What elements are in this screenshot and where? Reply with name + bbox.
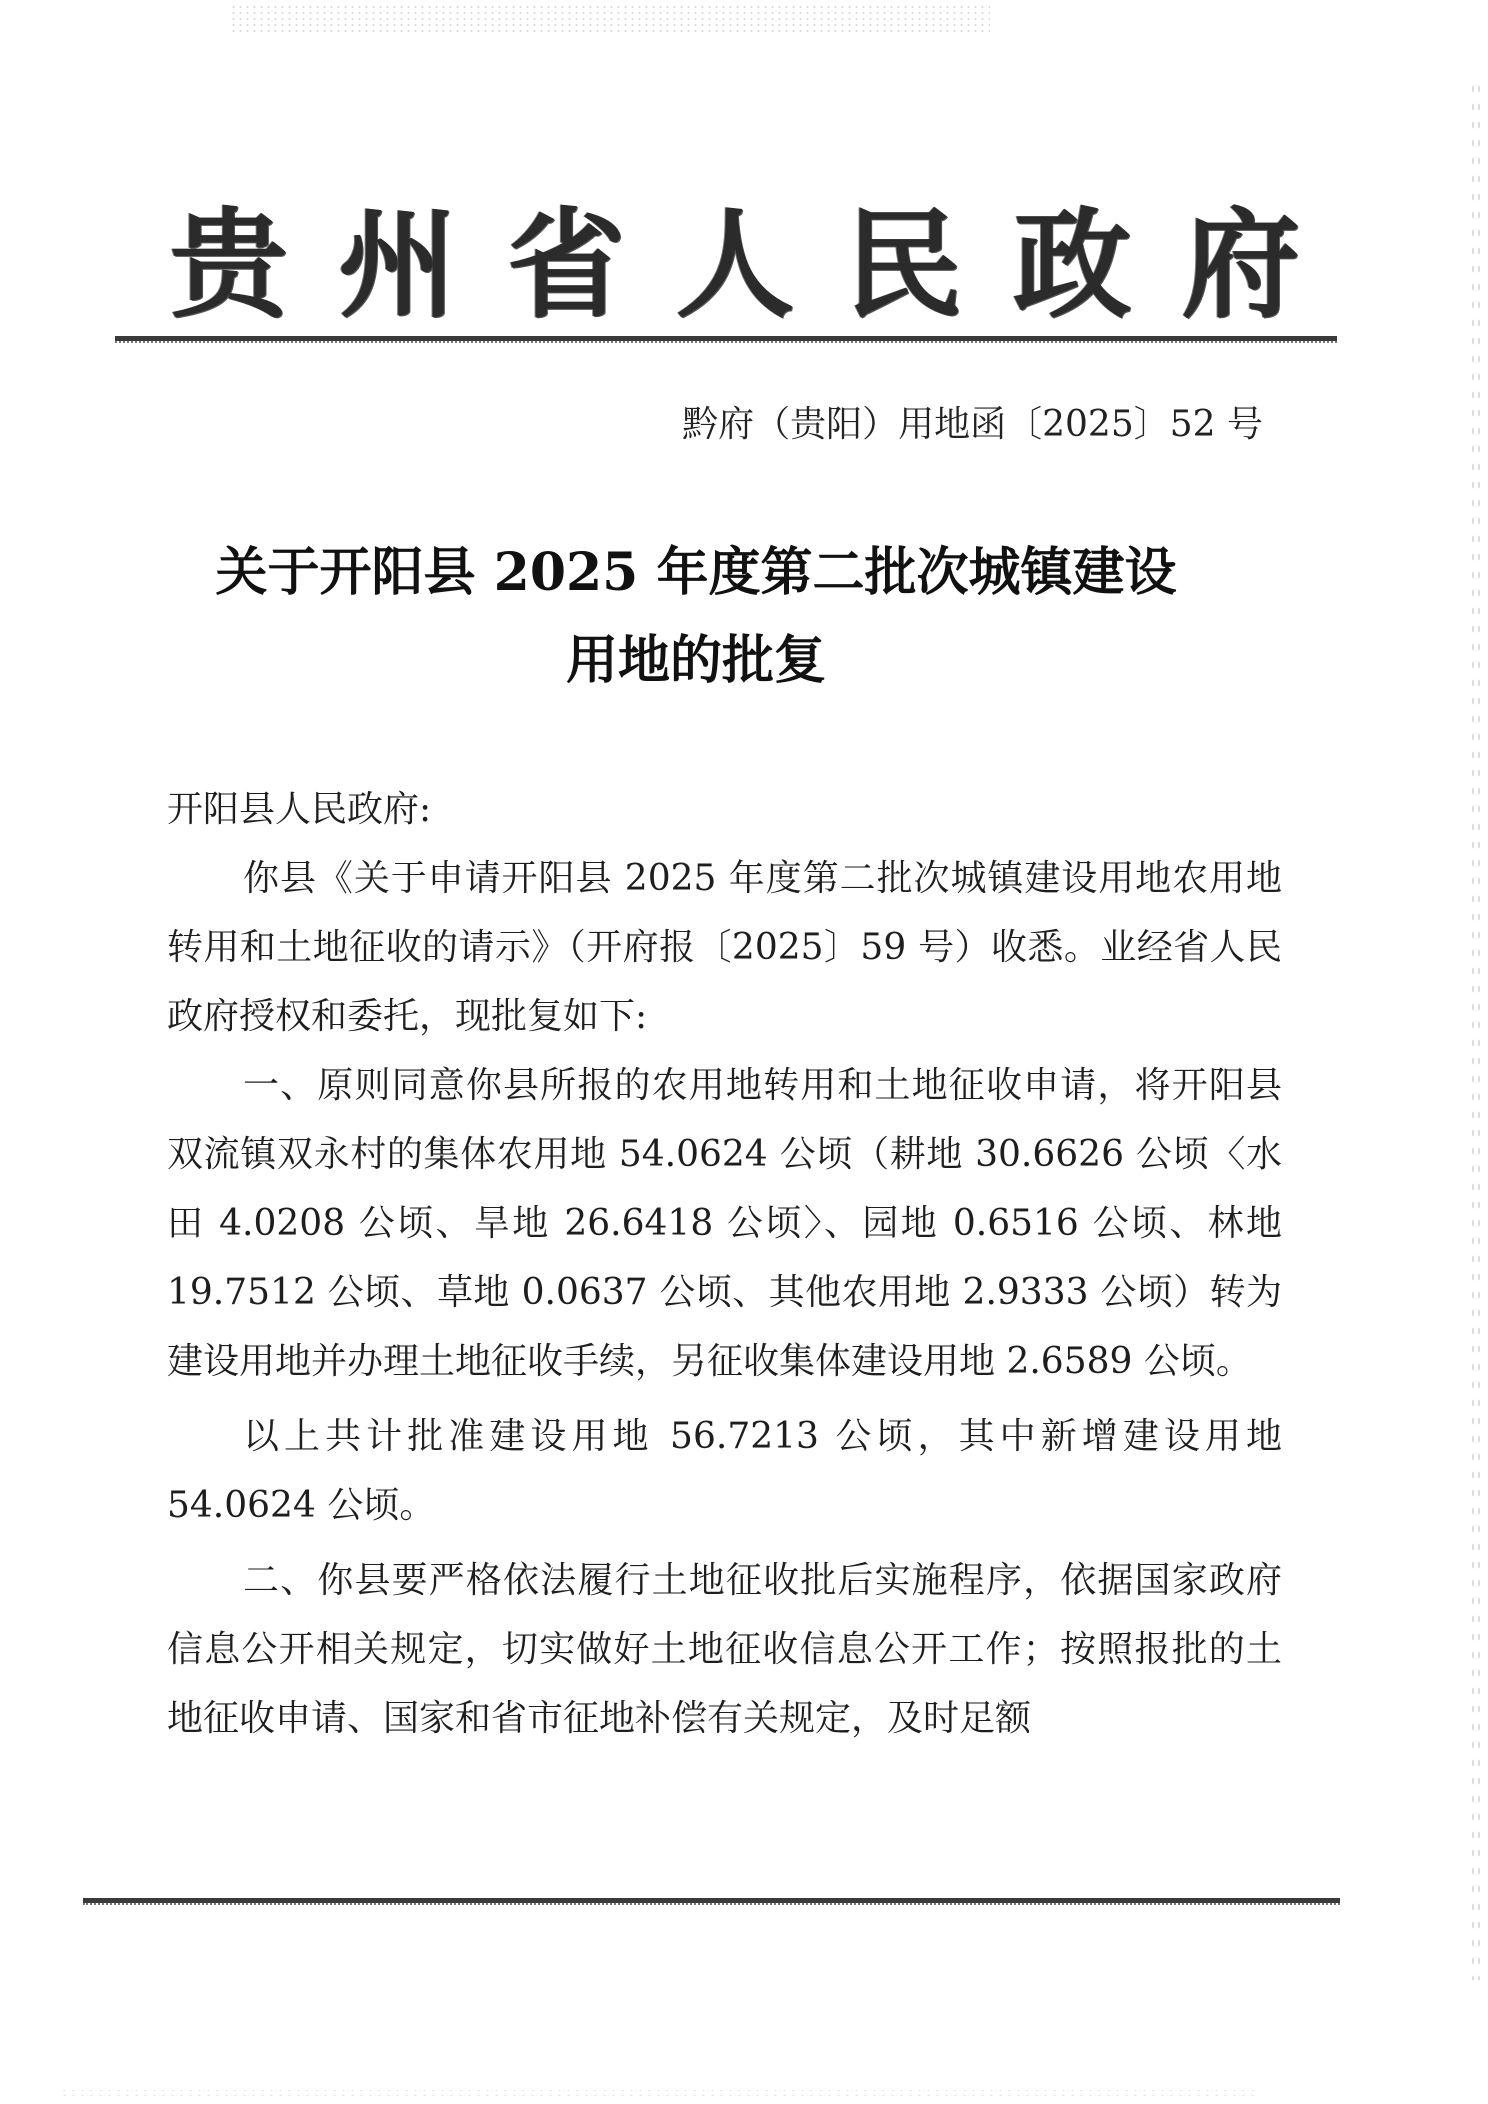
paragraph: 以上共计批准建设用地 56.7213 公顷，其中新增建设用地 54.0624 公顷。 [167, 1416, 1282, 1526]
document-number: 黔府（贵阳）用地函〔2025〕52 号 [682, 404, 1263, 445]
header-divider [115, 336, 1337, 343]
document-title-line-2: 用地的批复 [565, 630, 826, 691]
masthead-char: 人 [675, 195, 794, 334]
recipient: 开阳县人民政府: [167, 789, 432, 830]
masthead-char: 省 [507, 195, 626, 334]
paragraph: 你县《关于申请开阳县 2025 年度第二批次城镇建设用地农用地转用和土地征收的请示》（开府报〔2025〕59 号）收悉。业经省人民政府授权和委托，现批复如下: [167, 858, 1282, 1037]
issuer-masthead [170, 180, 1300, 334]
masthead-char: 民 [844, 195, 963, 334]
scan-artifact-top [230, 4, 990, 34]
masthead-char: 贵 [170, 195, 289, 334]
footer-divider [83, 1898, 1340, 1905]
masthead-char: 政 [1013, 195, 1132, 334]
masthead-char: 州 [338, 195, 457, 334]
document-title-line-1: 关于开阳县 2025 年度第二批次城镇建设 [215, 542, 1177, 603]
letter-body [167, 775, 1282, 1753]
paragraph: 一、原则同意你县所报的农用地转用和土地征收申请，将开阳县双流镇双永村的集体农用地 54.0624 公顷（耕地 30.6626 公顷〈水田 4.0208 公顷、旱地 26.6418 公顷〉、园地 0.6516 公顷、林地 19.7512 公顷、草地 0.0637 公顷、其他农用地 2.9333 公顷）转为建设用地并办理土地征收手续，另征收集体建设用地 2.6589 公顷。 [167, 1065, 1282, 1382]
masthead-char: 府 [1181, 195, 1300, 334]
scan-artifact-bottom [60, 2088, 1260, 2098]
scan-artifact-right [1470, 80, 1480, 1980]
paragraph: 二、你县要严格依法履行土地征收批后实施程序，依据国家政府信息公开相关规定，切实做好土地征收信息公开工作；按照报批的土地征收申请、国家和省市征地补偿有关规定，及时足额 [167, 1560, 1282, 1739]
